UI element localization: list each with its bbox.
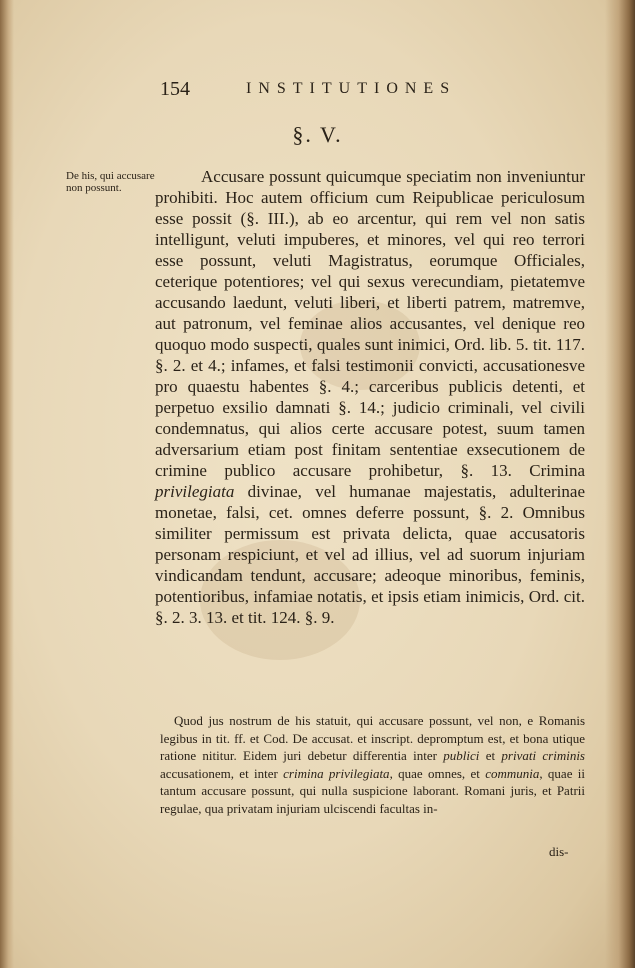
section-heading: §. V. xyxy=(292,122,343,147)
main-paragraph xyxy=(155,166,585,628)
note-italic-term: privati criminis xyxy=(501,748,585,763)
catchword: dis- xyxy=(549,844,569,859)
note-italic-term: publici xyxy=(443,748,480,763)
main-italic-term: privilegiata xyxy=(155,482,235,501)
page-header xyxy=(160,78,490,104)
page-number: 154 xyxy=(160,78,190,100)
note-text-part: , quae omnes, et xyxy=(389,765,480,781)
note-italic-term: crimina privilegiata xyxy=(283,765,390,781)
main-text-part: Accusare possunt quicumque speciatim non inveniuntur prohibiti. Hoc autem officium cum Reipublicae periculosum esse possit (§. III.), ab eo arcentur, qui rem vel non satis intelligunt, veluti impuberes, et minores, vel qui reo terrori esse possunt, veluti Magistratus, eorumque Officiales, ceterique potentiores; vel qui sexus verecundiam, pietatemve accusando laedunt, veluti liberi, et liberti patrem, matremve, aut patronum, vel feminae alios accusantes, vel denique reo quoquo modo suspecti, quales sunt inimici, Ord. lib. 5. tit. 117. §. 2. et 4.; infames, et falsi testimonii convicti, accusationesve pro quaestu habentes §. 4.; carceribus publicis detenti, et perpetuo exsilio damnati §. 14.; judicio criminali, vel civili condemnatus, qui alios certe accusare potest, suum tamen adversarium etiam post finitam sententiae exsecutionem de crimine publico accusare prohibetur, §. 13. Crimina xyxy=(155,167,585,480)
commentary-note xyxy=(160,712,585,817)
note-text-part: accusationem, et inter xyxy=(160,765,278,781)
running-title: INSTITUTIONES xyxy=(246,80,457,97)
marginal-note: De his, qui accusare non possunt. xyxy=(66,170,155,194)
note-text-part: et xyxy=(485,748,496,763)
note-text-part: Quod jus nostrum de his statuit, qui accusare possunt, vel non, e Romanis legibus in tit. ff. et Cod. De accusat. et inscript. depromptum est, et bona utique ratione nititur. Eidem juri debetur differentia inter xyxy=(160,713,585,763)
note-text-part: , quae ii tantum accusare possunt, qui nulla suspicione laborant. Romani juris, et Patrii regulae, qua privatam injuriam ulciscendi facultas in- xyxy=(160,765,585,816)
note-italic-term: communia xyxy=(485,765,540,781)
main-text-part: divinae, vel humanae majestatis, adulterinae monetae, falsi, cet. omnes deferre possunt, §. 2. Omnibus similiter permissum est privata delicta, quae accusatoris personam respiciunt, et vel ad illius, vel ad suorum injuriam vindicandam tendunt, accusare; adeoque minoribus, feminis, potentioribus, infamiae notatis, et ipsis etiam inimicis, Ord. cit. §. 2. 3. 13. et tit. 124. §. 9. xyxy=(155,482,586,627)
